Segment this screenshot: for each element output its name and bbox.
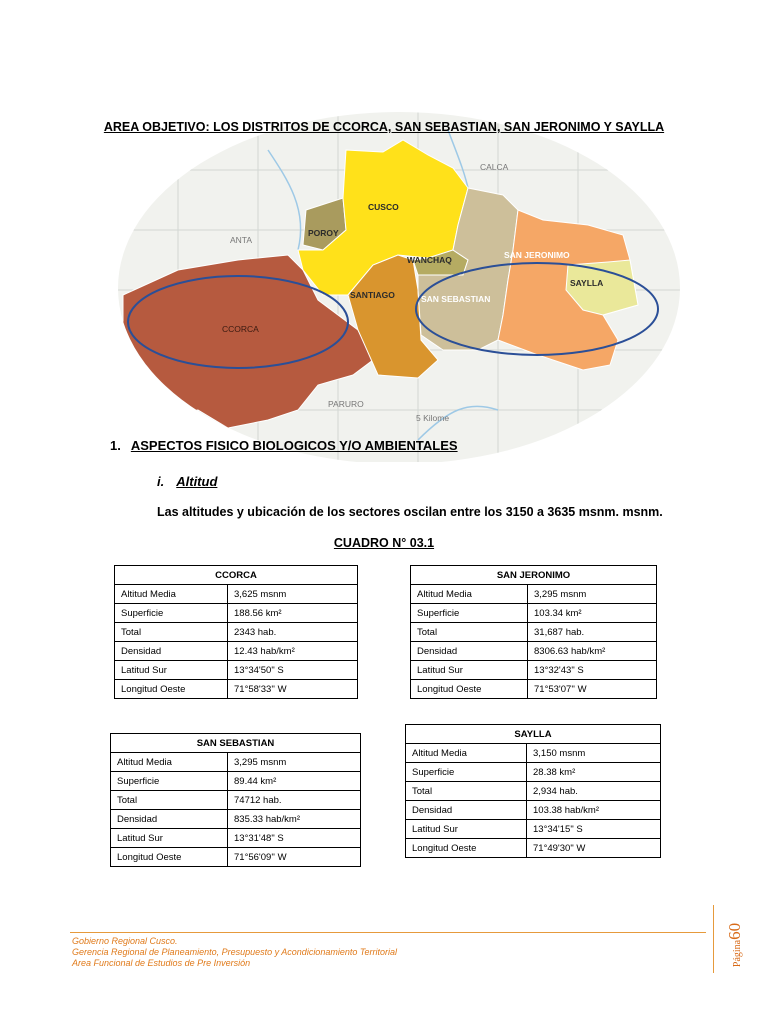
table-row: Altitud Media 3,295 msnm: [411, 585, 657, 604]
table-row: Densidad 103.38 hab/km²: [406, 801, 661, 820]
table-title: CCORCA: [115, 566, 358, 585]
footer-divider: [70, 932, 706, 933]
subsection-title: Altitud: [176, 474, 218, 489]
label-anta: ANTA: [230, 235, 253, 245]
label-wanchaq: WANCHAQ: [407, 255, 452, 265]
table-row: Total 31,687 hab.: [411, 623, 657, 642]
subsection-number: i.: [157, 474, 165, 489]
section-heading: [110, 438, 458, 453]
subsection-heading: [157, 474, 217, 489]
table-row: Longitud Oeste 71°58'33'' W: [115, 680, 358, 699]
table-san-jeronimo: [410, 565, 657, 699]
table-row: Longitud Oeste 71°56'09'' W: [111, 848, 361, 867]
table-san-sebastian: [110, 733, 361, 867]
label-paruro: PARURO: [328, 399, 364, 409]
table-row: Densidad 835.33 hab/km²: [111, 810, 361, 829]
table-row: Latitud Sur 13°34'50" S: [115, 661, 358, 680]
table-title: SAN JERONIMO: [411, 566, 657, 585]
label-poroy: POROY: [308, 228, 339, 238]
table-row: Latitud Sur 13°34'15" S: [406, 820, 661, 839]
table-row: Total 74712 hab.: [111, 791, 361, 810]
table-row: Superficie 103.34 km²: [411, 604, 657, 623]
footer: [72, 936, 397, 969]
footer-line-3: Area Funcional de Estudios de Pre Inversión: [72, 958, 251, 968]
table-title: SAYLLA: [406, 725, 661, 744]
cuadro-title: CUADRO N° 03.1: [333, 536, 435, 550]
section-title: ASPECTOS FISICO BIOLOGICOS Y/O AMBIENTALES: [130, 438, 458, 453]
label-san-jeronimo: SAN JERONIMO: [504, 250, 570, 260]
label-san-sebastian: SAN SEBASTIAN: [421, 294, 491, 304]
footer-line-1: Gobierno Regional Cusco.: [72, 936, 178, 946]
table-row: Densidad 8306.63 hab/km²: [411, 642, 657, 661]
table-row: Altitud Media 3,295 msnm: [111, 753, 361, 772]
table-row: Total 2343 hab.: [115, 623, 358, 642]
table-row: Densidad 12.43 hab/km²: [115, 642, 358, 661]
table-row: Superficie 89.44 km²: [111, 772, 361, 791]
page-number-divider: [713, 905, 714, 973]
table-row: Longitud Oeste 71°49'30" W: [406, 839, 661, 858]
table-row: Total 2,934 hab.: [406, 782, 661, 801]
table-row: Latitud Sur 13°31'48" S: [111, 829, 361, 848]
table-row: Longitud Oeste 71°53'07'' W: [411, 680, 657, 699]
page-label: Página: [732, 939, 743, 968]
district-map: [118, 110, 680, 462]
page-number-value: 60: [725, 922, 744, 940]
altitude-paragraph: Las altitudes y ubicación de los sectores oscilan entre los 3150 a 3635 msnm. msnm.: [157, 505, 663, 519]
table-ccorca: [114, 565, 358, 699]
label-santiago: SANTIAGO: [350, 290, 395, 300]
footer-line-2: Gerencia Regional de Planeamiento, Presupuesto y Acondicionamiento Territorial: [72, 947, 398, 957]
label-scale: 5 Kilome: [416, 413, 450, 423]
page-number: [725, 923, 745, 967]
table-row: Superficie 28.38 km²: [406, 763, 661, 782]
label-cusco: CUSCO: [368, 202, 399, 212]
table-title: SAN SEBASTIAN: [111, 734, 361, 753]
table-row: Altitud Media 3,625 msnm: [115, 585, 358, 604]
table-saylla: [405, 724, 661, 858]
table-row: Superficie 188.56 km²: [115, 604, 358, 623]
table-row: Latitud Sur 13°32'43" S: [411, 661, 657, 680]
label-saylla: SAYLLA: [570, 278, 604, 288]
label-ccorca: CCORCA: [222, 324, 259, 334]
map-title: AREA OBJETIVO: LOS DISTRITOS DE CCORCA, SAN SEBASTIAN, SAN JERONIMO Y SAYLLA: [103, 120, 665, 134]
label-calca: CALCA: [480, 162, 509, 172]
table-row: Altitud Media 3,150 msnm: [406, 744, 661, 763]
section-number: 1.: [110, 438, 121, 453]
